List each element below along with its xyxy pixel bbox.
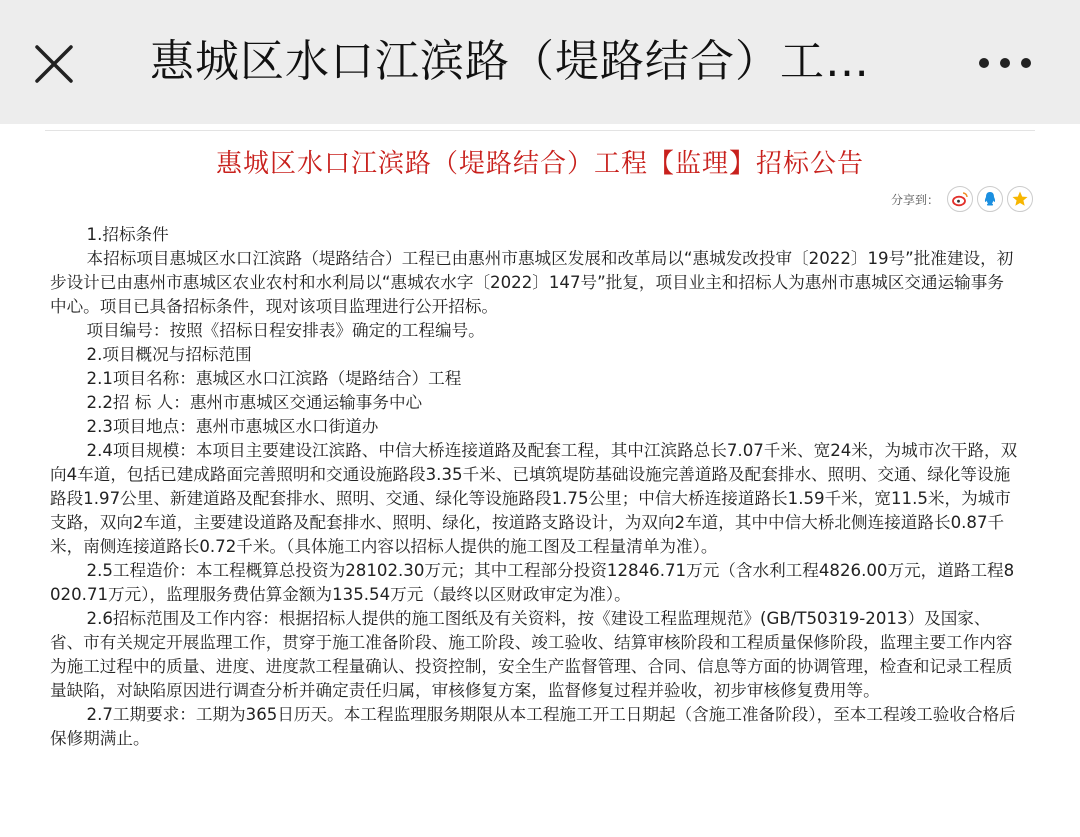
- weibo-share-button[interactable]: [947, 186, 973, 212]
- paragraph: 2.6招标范围及工作内容：根据招标人提供的施工图纸及有关资料，按《建设工程监理规范》(GB/T50319-2013）及国家、省、市有关规定开展监理工作，贯穿于施工准备阶段、施工阶段、竣工验收、结算审核阶段和工程质量保修阶段，监理主要工作内容为施工过程中的质量、进度、进度款工程量确认、投资控制，安全生产监督管理、合同、信息等方面的协调管理，检查和记录工程质量缺陷，对缺陷原因进行调查分析并确定责任归属，审核修复方案，监督修复过程并验收，初步审核修复费用等。: [50, 609, 1013, 700]
- paragraph: 1.招标条件: [86, 225, 169, 244]
- article-container: [45, 124, 1035, 837]
- paragraph: 2.项目概况与招标范围: [86, 345, 252, 364]
- paragraph: 2.7工期要求：工期为365日历天。本工程监理服务期限从本工程施工开工日期起（含施工准备阶段），至本工程竣工验收合格后保修期满止。: [50, 705, 1016, 748]
- more-horizontal-icon: [975, 48, 1035, 78]
- top-bar: [0, 0, 1080, 124]
- weibo-icon: [951, 190, 969, 208]
- paragraph: 2.4项目规模：本项目主要建设江滨路、中信大桥连接道路及配套工程，其中江滨路总长7.07千米、宽24米，为城市次干路，双向4车道，包括已建成路面完善照明和交通设施路段3.35千米、已填筑堤防基础设施完善道路及配套排水、照明、交通、绿化等设施路段1.97公里、新建道路及配套排水、照明、交通、绿化等设施路段1.75公里；中信大桥连接道路长1.59千米，宽11.5米，为城市支路，双向2车道，主要建设道路及配套排水、照明、绿化，按道路支路设计，为双向2车道，其中中信大桥北侧连接道路长0.87千米，南侧连接道路长0.72千米。（具体施工内容以招标人提供的施工图及工程量清单为准）。: [50, 441, 1018, 556]
- share-label: 分享到：: [890, 192, 939, 207]
- article-body: [50, 223, 1020, 751]
- paragraph: 2.5工程造价：本工程概算总投资为28102.30万元；其中工程部分投资12846.71万元（含水利工程4826.00万元，道路工程8020.71万元），监理服务费估算金额为135.54万元（最终以区财政审定为准）。: [50, 561, 1015, 604]
- qzone-icon: [1011, 190, 1029, 208]
- paragraph: 2.2招 标 人：惠州市惠城区交通运输事务中心: [86, 393, 423, 412]
- close-button[interactable]: [30, 40, 78, 88]
- paragraph: 2.1项目名称：惠城区水口江滨路（堤路结合）工程: [86, 369, 462, 388]
- paragraph: 本招标项目惠城区水口江滨路（堤路结合）工程已由惠州市惠城区发展和改革局以“惠城发改投审〔2022〕19号”批准建设，初步设计已由惠州市惠城区农业农村和水利局以“惠城农水字〔2022〕147号”批复，项目业主和招标人为惠州市惠城区交通运输事务中心。项目已具备招标条件，现对该项目监理进行公开招标。: [50, 249, 1014, 316]
- close-icon: [30, 40, 78, 88]
- paragraph: 2.3项目地点：惠州市惠城区水口街道办: [86, 417, 379, 436]
- page-title: 惠城区水口江滨路（堤路结合）工…: [150, 36, 870, 87]
- qq-share-button[interactable]: [977, 186, 1003, 212]
- paragraph: 项目编号：按照《招标日程安排表》确定的工程编号。: [86, 321, 485, 340]
- divider: [45, 130, 1035, 131]
- qq-icon: [981, 190, 999, 208]
- share-bar: [891, 186, 1033, 212]
- more-options-button[interactable]: [975, 48, 1035, 78]
- qzone-share-button[interactable]: [1007, 186, 1033, 212]
- article-title: 惠城区水口江滨路（堤路结合）工程【监理】招标公告: [215, 149, 864, 179]
